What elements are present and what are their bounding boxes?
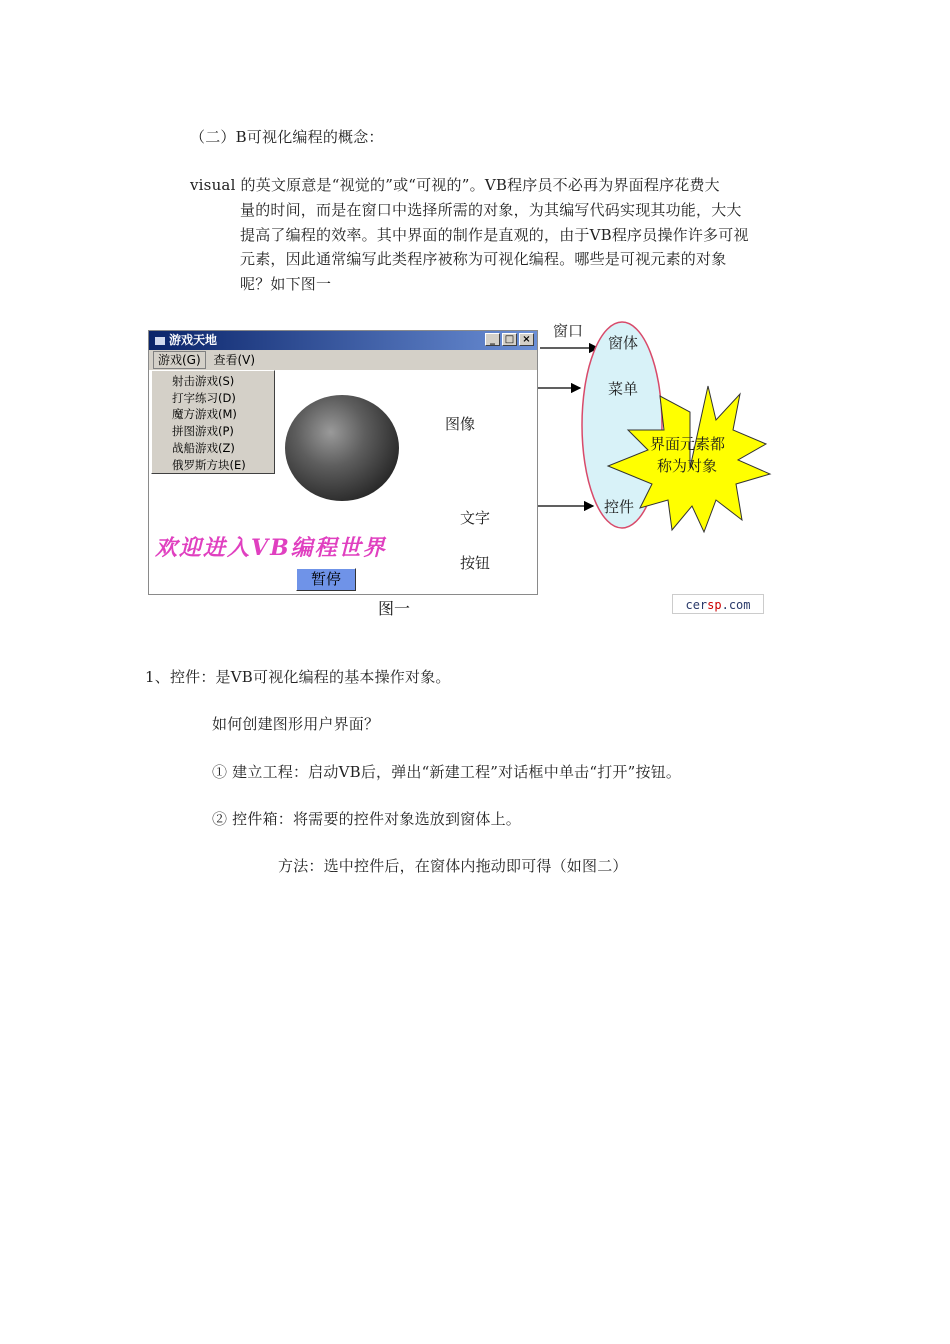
- watermark-right: .com: [721, 598, 751, 612]
- game-dropdown: [151, 370, 275, 474]
- label-menu: 菜单: [608, 380, 639, 398]
- intro-line-2: 量的时间，而是在窗口中选择所需的对象，为其编写代码实现其功能，大大: [240, 201, 742, 219]
- app-icon: [155, 337, 165, 345]
- menu-item-typing[interactable]: 打字练习(D): [172, 390, 236, 405]
- close-icon[interactable]: ×: [519, 333, 534, 346]
- label-text: 文字: [460, 509, 491, 527]
- menu-bar: [149, 350, 537, 370]
- method: 方法：选中控件后，在窗体内拖动即可得（如图二）: [278, 857, 628, 875]
- step-2: ② 控件箱：将需要的控件对象选放到窗体上。: [212, 810, 521, 828]
- intro-line-1: visual 的英文原意是“视觉的”或“可视的”。VB程序员不必再为界面程序花费大: [190, 176, 720, 194]
- question: 如何创建图形用户界面？: [212, 715, 380, 733]
- minimize-icon[interactable]: _: [485, 333, 500, 346]
- label-image: 图像: [445, 415, 476, 433]
- globe-image: [285, 395, 399, 501]
- welcome-text: 欢迎进入VB编程世界: [155, 535, 387, 561]
- menu-view[interactable]: 查看(V): [213, 353, 256, 367]
- menu-item-puzzle[interactable]: 拼图游戏(P): [172, 424, 234, 439]
- intro-line-3: 提高了编程的效率。其中界面的制作是直观的，由于VB程序员操作许多可视: [240, 226, 749, 244]
- burst-text-line2: 称为对象: [657, 457, 718, 475]
- watermark: [672, 594, 764, 614]
- point-1: 1、控件：是VB可视化编程的基本操作对象。: [145, 668, 451, 686]
- label-button: 按钮: [460, 554, 491, 572]
- burst-text-line1: 界面元素都: [650, 435, 726, 453]
- watermark-mid: sp: [707, 598, 722, 612]
- menu-item-shooting[interactable]: 射击游戏(S): [172, 374, 235, 388]
- figure-caption: 图一: [378, 599, 411, 618]
- menu-item-tetris[interactable]: 俄罗斯方块(E): [172, 457, 246, 472]
- figure-1: [0, 0, 950, 640]
- menu-item-battleship[interactable]: 战船游戏(Z): [172, 440, 235, 455]
- section-heading: （二）B可视化编程的概念：: [190, 128, 384, 146]
- maximize-icon[interactable]: □: [502, 333, 517, 346]
- pause-button[interactable]: 暂停: [296, 568, 356, 591]
- label-form: 窗体: [608, 334, 639, 352]
- watermark-left: cer: [685, 598, 708, 612]
- menu-item-cube[interactable]: 魔方游戏(M): [172, 407, 237, 422]
- window-titlebar: [149, 331, 537, 350]
- window-title: 游戏天地: [169, 333, 218, 347]
- intro-line-5: 呢？如下图一: [240, 275, 332, 293]
- label-control: 控件: [604, 498, 635, 516]
- step-1: ① 建立工程：启动VB后，弹出“新建工程”对话框中单击“打开”按钮。: [212, 763, 682, 781]
- intro-line-4: 元素，因此通常编写此类程序被称为可视化编程。哪些是可视元素的对象: [240, 250, 727, 268]
- menu-game[interactable]: 游戏(G): [153, 351, 206, 369]
- label-window: 窗口: [553, 322, 584, 340]
